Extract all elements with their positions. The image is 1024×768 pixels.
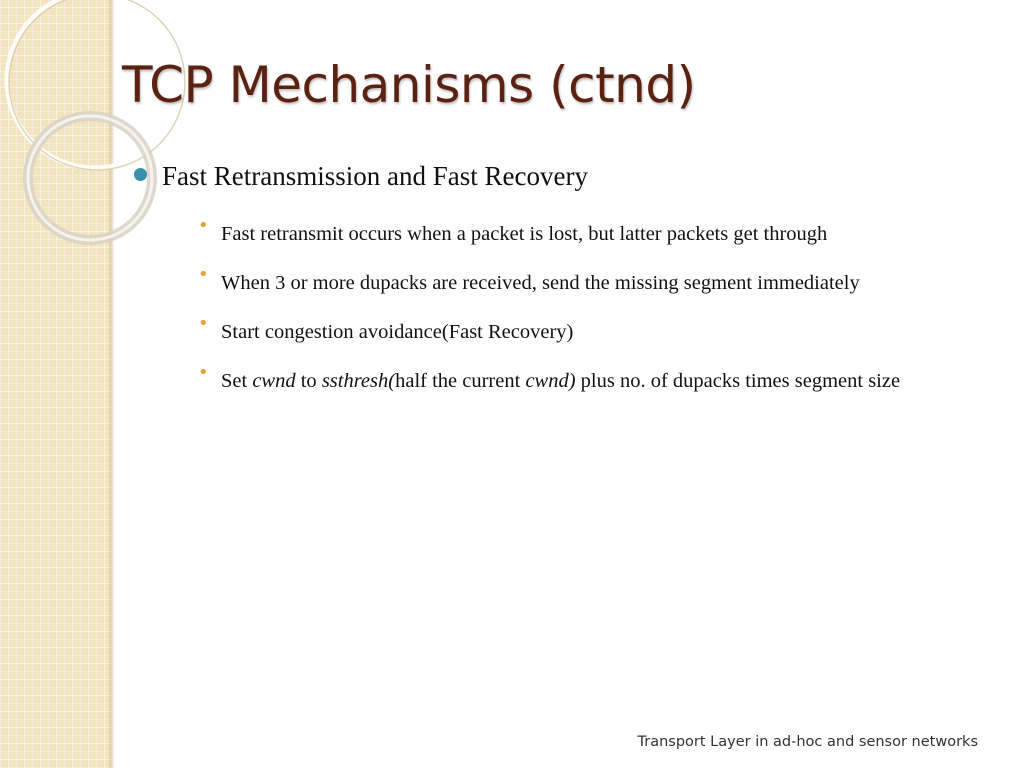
sub-bullet-dot-icon: • [198, 215, 209, 236]
sub-bullet-text: Start congestion avoidance(Fast Recovery) [221, 321, 574, 343]
text-segment-italic: cwnd [252, 370, 296, 392]
sub-bullet-dot-icon: • [198, 313, 209, 334]
sub-bullet-dot-icon: • [198, 362, 209, 383]
main-bullet-text: Fast Retransmission and Fast Recovery [162, 161, 588, 191]
slide-footer: Transport Layer in ad-hoc and sensor networks [637, 734, 978, 750]
sub-bullet-text: When 3 or more dupacks are received, send the missing segment immediately [221, 272, 860, 294]
sub-bullet [196, 312, 962, 352]
sub-bullet [196, 214, 962, 254]
sub-bullet-list [132, 214, 962, 401]
sub-bullet [196, 361, 962, 401]
text-segment: half the current [395, 370, 526, 392]
decorative-rings [0, 0, 140, 260]
text-segment-italic: cwnd) [525, 370, 576, 392]
slide-content [132, 158, 962, 410]
sub-bullet-text: Fast retransmit occurs when a packet is lost, but latter packets get through [221, 223, 828, 245]
main-bullet-dot-icon [134, 168, 147, 181]
text-segment-italic: ssthresh( [321, 370, 396, 392]
slide-title: TCP Mechanisms (ctnd) [122, 56, 696, 114]
sub-bullet [196, 263, 962, 303]
text-segment: Set [221, 370, 253, 392]
main-bullet [132, 158, 962, 194]
text-segment: to [295, 370, 322, 392]
text-segment: plus no. of dupacks times segment size [575, 370, 901, 392]
sub-bullet-dot-icon: • [198, 264, 209, 285]
sub-bullet-text [221, 370, 900, 392]
